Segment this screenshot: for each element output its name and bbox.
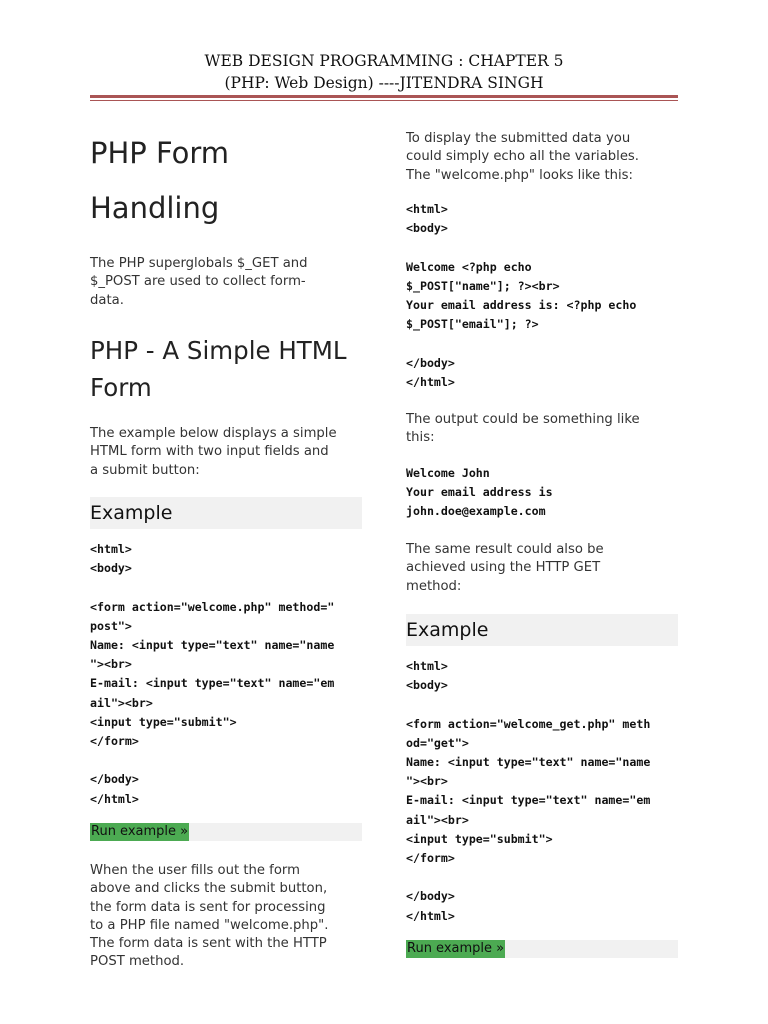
page-title-line-2: Handling (90, 191, 220, 225)
example-heading-2: Example (406, 619, 489, 641)
run-example-row-2 (406, 940, 678, 958)
output-code-block: Welcome John Your email address is john.doe@example.com (406, 466, 553, 519)
section-title-line-2: Form (90, 373, 152, 402)
code-block-form: <html> <body> <form action="welcome.php" method=" post"> Name: <input type="text" name="name "><br> E-mail: <input type="text" name="em ail"><br> <input type="submit"> </form> </body> </html> (90, 542, 335, 806)
output-paragraph: The output could be something like this: (406, 412, 640, 446)
header-line-2: (PHP: Web Design) ----JITENDRA SINGH (224, 74, 544, 92)
run-example-button[interactable]: Run example » (91, 824, 189, 839)
display-intro-paragraph: To display the submitted data you could simply echo all the variables. The "welcome.php" looks like this: (406, 131, 639, 183)
intro-paragraph: The PHP superglobals $_GET and $_POST are used to collect form- data. (90, 256, 308, 308)
get-method-paragraph: The same result could also be achieved using the HTTP GET method: (406, 542, 604, 594)
header-rule-thin (90, 100, 678, 101)
example-heading: Example (90, 502, 173, 524)
run-example-button-2[interactable]: Run example » (407, 941, 505, 956)
header-rule-thick (90, 95, 678, 98)
code-block-get-form: <html> <body> <form action="welcome_get.php" meth od="get"> Name: <input type="text" name="name "><br> E-mail: <input type="text" name="em ail"><br> <input type="submit"> </form> </body> </html> (406, 659, 651, 923)
example-description: The example below displays a simple HTML form with two input fields and a submit button: (90, 426, 337, 478)
section-title-line-1: PHP - A Simple HTML (90, 336, 347, 365)
header-line-1: WEB DESIGN PROGRAMMING : CHAPTER 5 (204, 52, 564, 70)
post-explanation-paragraph: When the user fills out the form above and clicks the submit button, the form data is sent for processing to a PHP file named "welcome.php". The form data is sent with the HTTP POST method. (90, 863, 329, 970)
example-heading-box (90, 497, 362, 529)
page-title-line-1: PHP Form (90, 136, 230, 170)
run-example-row (90, 823, 362, 841)
code-block-welcome: <html> <body> Welcome <?php echo $_POST["name"]; ?><br> Your email address is: <?php echo $_POST["email"]; ?> </body> </html> (406, 202, 637, 389)
example-heading-box-2 (406, 614, 678, 646)
document-header (0, 50, 768, 94)
